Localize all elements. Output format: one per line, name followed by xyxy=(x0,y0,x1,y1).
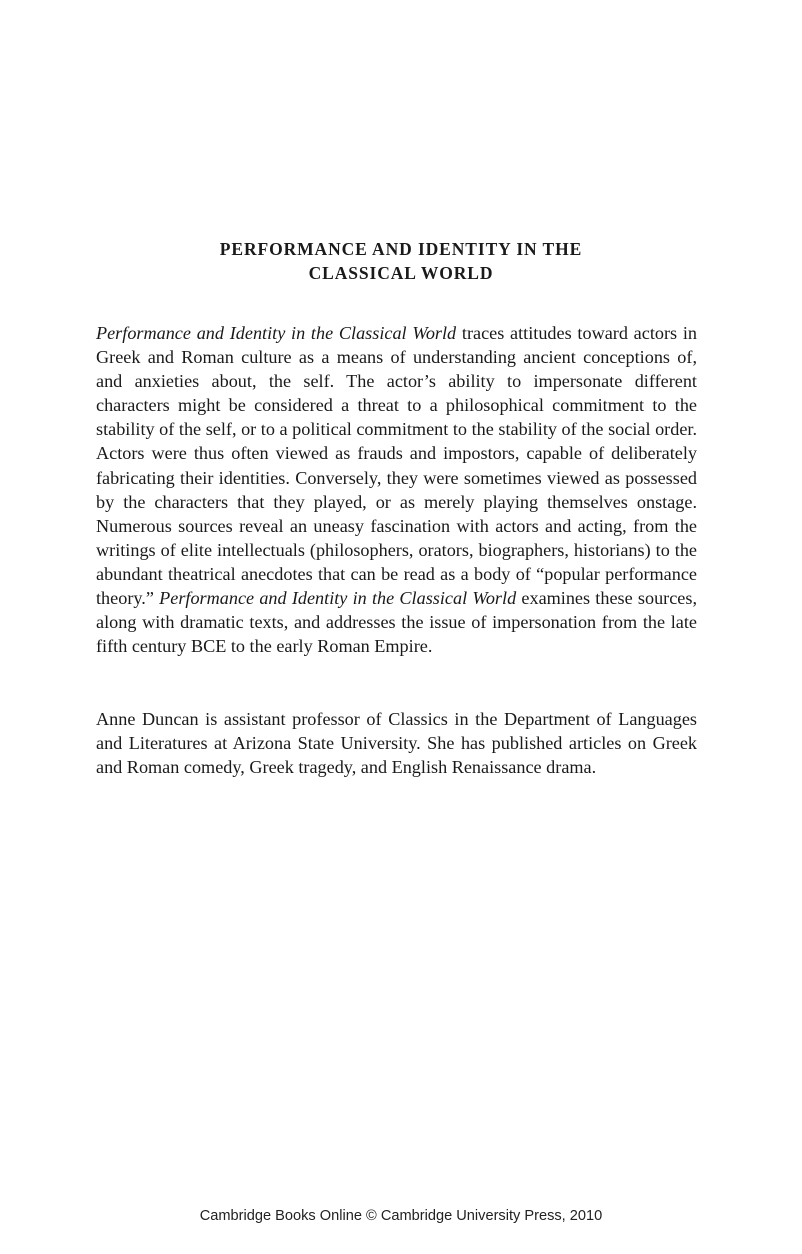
page-title xyxy=(0,237,802,285)
copyright-footer: Cambridge Books Online © Cambridge University Press, 2010 xyxy=(199,1208,603,1224)
description-text-part-2: examines these sources, along with dramatic texts, and addresses the issue of impersonation from the late fifth century BCE to the early Roman Empire. xyxy=(96,588,698,657)
book-title-italic-repeat: Performance and Identity in the Classical World xyxy=(159,588,517,609)
book-description xyxy=(96,321,697,658)
author-bio: Anne Duncan is assistant professor of Classics in the Department of Languages and Literatures at Arizona State University. She has published articles on Greek and Roman comedy, Greek tragedy, and English Renaissance drama. xyxy=(96,709,697,778)
book-title-italic: Performance and Identity in the Classical World xyxy=(96,323,457,343)
description-text-part-1: traces attitudes toward actors in Greek and Roman culture as a means of understanding ancient conceptions of, and anxieties about, the self. The actor’s ability to impersonate different characters might be considered a threat to a philosophical commitment to the stability of the self, or to a political commitment to the stability of the social order. Actors were thus often viewed as frauds and impostors, capable of deliberately fabricating their identities. Conversely, they were sometimes viewed as possessed by the characters that they played, or as merely playing themselves onstage. Numerous sources reveal an uneasy fascination with actors and acting, from the writings of elite intellectuals (philosophers, orators, biographers, historians) to the abundant theatrical anecdotes that can be read as a body of “popular performance theory.” xyxy=(96,323,698,609)
page-title-line-2: CLASSICAL WORLD xyxy=(308,263,494,283)
page-title-line-1: PERFORMANCE AND IDENTITY IN THE xyxy=(219,239,583,259)
